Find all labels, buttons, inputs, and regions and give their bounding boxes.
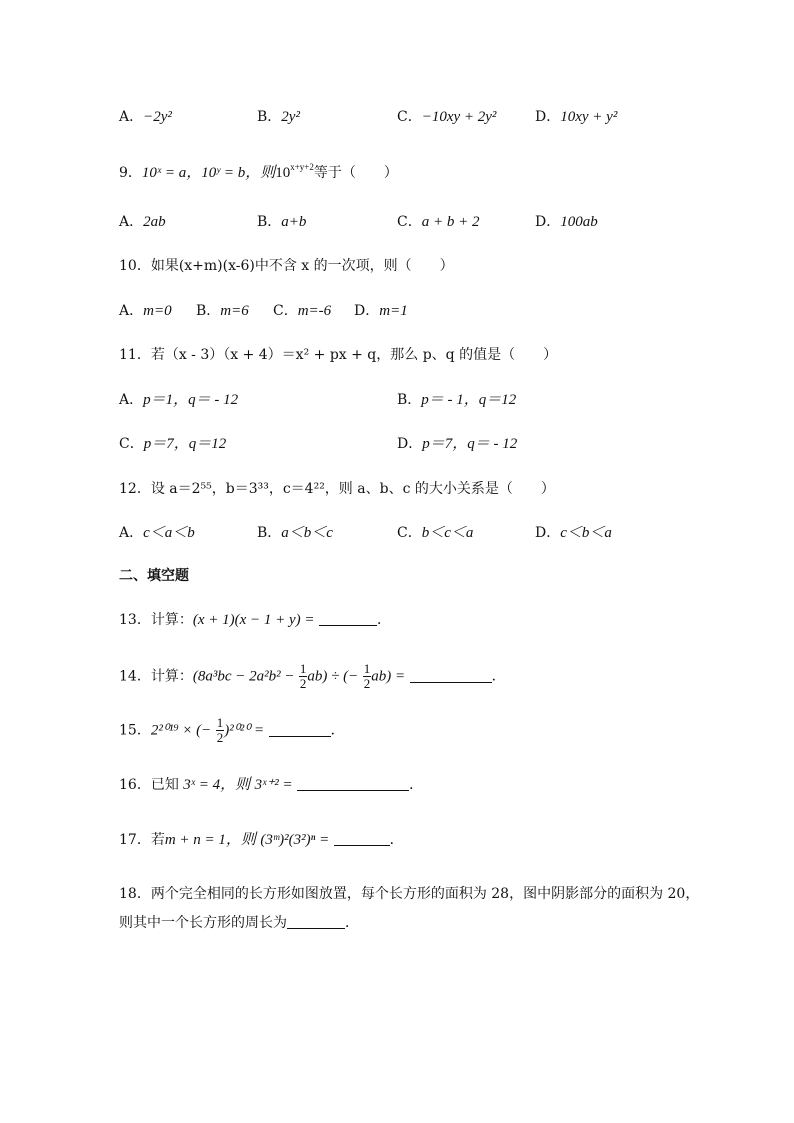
fraction: $\frac{1}{2}$ [363,661,371,691]
q10-option-a: A．m=0 [119,303,172,319]
q17: 17．若m + n = 1，则 (3ᵐ)²(3²)ⁿ = ． [119,832,404,848]
q15-answer-blank [269,722,331,737]
q12-option-d: D．c＜b＜a [535,525,612,541]
q9-option-d: D．100ab [535,214,598,230]
q15: 15．2²⁰¹⁹ × (− $\frac{1}{2}$ )²⁰²⁰ = ． [119,715,345,745]
q8-option-b: B．2y² [257,109,300,125]
q11-option-b: B．p＝ - 1，q＝12 [397,392,517,408]
q11-option-d: D．p＝7，q＝ - 12 [397,436,518,452]
fraction: $\frac{1}{2}$ [299,661,307,691]
q12-option-c: C．b＜c＜a [397,525,474,541]
q9-option-c: C．a + b + 2 [397,214,480,230]
q17-answer-blank [334,831,390,846]
q10-option-b: B．m=6 [196,303,249,319]
section-heading: 二、填空题 [119,568,189,584]
q14: 14．计算：(8a³bc − 2a²b² − $\frac{1}{2}$ ab) ÷ (− $\frac{1}{2}$ ab) = ． [119,661,506,691]
q13-answer-blank [319,611,377,626]
q8-option-a: A．−2y² [119,109,172,125]
q11-stem: 11．若（x - 3）（x + 4）＝x² + px + q，那么 p、q 的值是（ ） [119,347,558,363]
q11-option-a: A．p＝1，q＝ - 12 [119,392,239,408]
q9-option-b: B．a+b [257,214,307,230]
q8-option-d: D．10xy + y² [535,109,618,125]
q16: 16．已知 3ˣ = 4，则 3ˣ⁺² = ． [119,777,424,793]
fraction: $\frac{1}{2}$ [216,715,224,745]
q14-answer-blank [410,668,492,683]
q9-option-a: A．2ab [119,214,166,230]
q12-option-b: B．a＜b＜c [257,525,333,541]
q12-stem: 12．设 a＝2⁵⁵，b＝3³³，c＝4²²，则 a、b、c 的大小关系是（ ） [119,481,555,497]
q10-option-c: C．m=-6 [273,303,332,319]
q10-option-d: D．m=1 [354,303,408,319]
q18-line2: 则其中一个长方形的周长为 ． [119,915,359,931]
q8-option-c: C．−10xy + 2y² [397,109,497,125]
q12-option-a: A．c＜a＜b [119,525,195,541]
q18-line1: 18．两个完全相同的长方形如图放置，每个长方形的面积为 28，图中阴影部分的面积为 20， [119,886,700,902]
q18-answer-blank [287,914,345,929]
q13: 13．计算：(x + 1)(x − 1 + y) = ． [119,612,391,628]
q16-answer-blank [297,776,409,791]
q10-stem: 10．如果(x+m)(x-6)中不含 x 的一次项，则（ ） [119,258,454,274]
q11-option-c: C．p＝7，q＝12 [119,436,227,452]
q9-stem: 9．10ˣ = a，10ʸ = b，则$10^{x+y+2}$等于（ ） [119,162,398,181]
